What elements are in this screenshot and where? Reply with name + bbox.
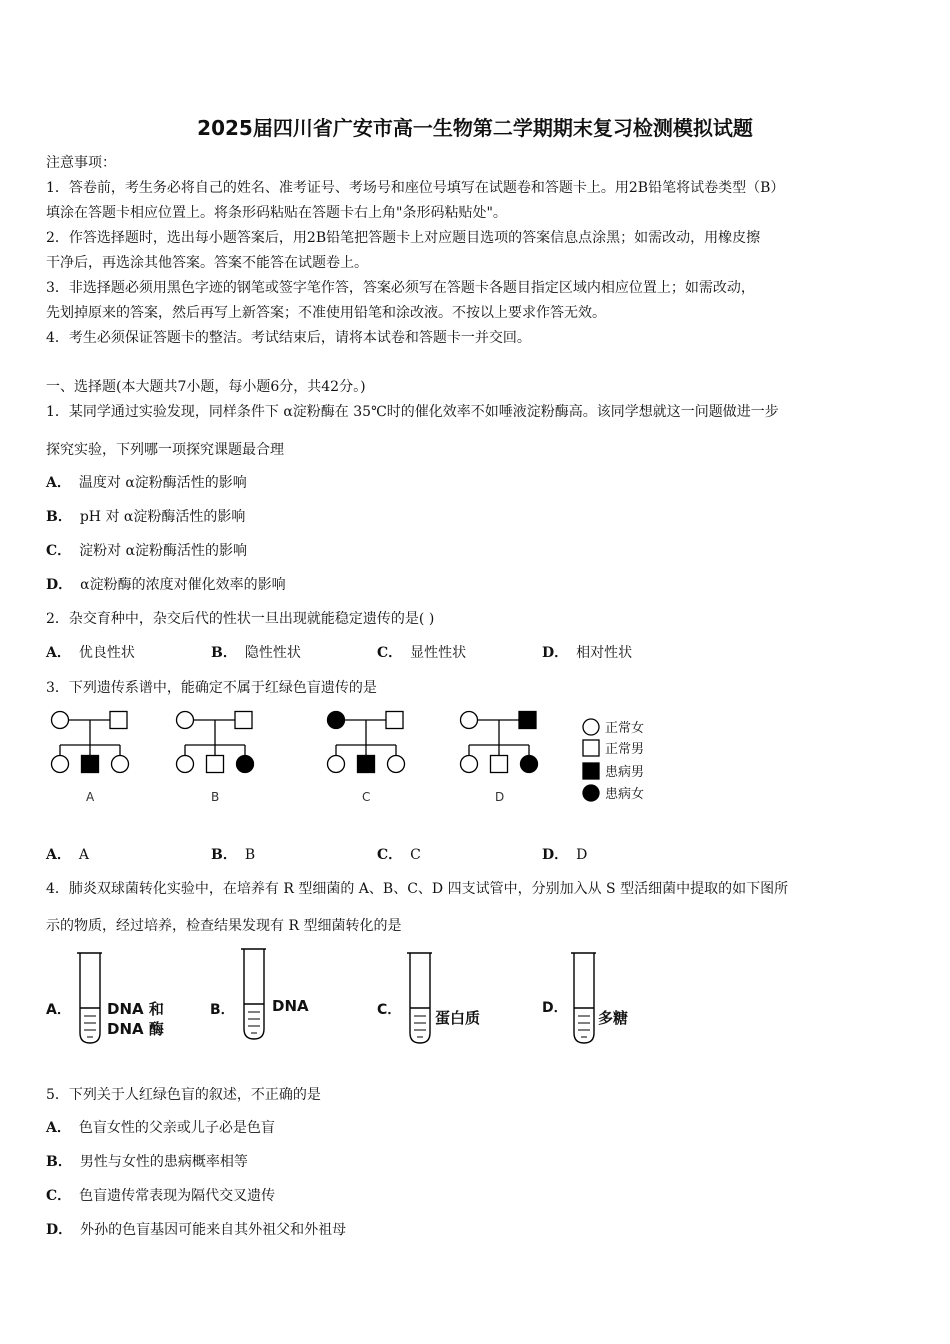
q2-option-d: D． 相对性状 <box>542 645 633 661</box>
notice-line: 3．非选择题必须用黑色字迹的钢笔或签字笔作答，答案必须写在答题卡各题目指定区域内相应位置上；如需改动， <box>46 280 755 296</box>
notice-line: 2．作答选择题时，选出每小题答案后，用2B铅笔把答题卡上对应题目选项的答案信息点涂黑；如需改动，用橡皮擦 <box>46 230 761 246</box>
q1-option-b: B． pH 对 α淀粉酶活性的影响 <box>46 509 246 525</box>
q5-option-d: D． 外孙的色盲基因可能来自其外祖父和外祖母 <box>46 1222 347 1238</box>
q1-option-a: A． 温度对 α淀粉酶活性的影响 <box>46 475 247 491</box>
tube-a-text-2: DNA 酶 <box>107 1020 164 1038</box>
notice-line: 1．答卷前，考生务必将自己的姓名、准考证号、考场号和座位号填写在试题卷和答题卡上。用2B铅笔将试卷类型（B） <box>46 180 785 196</box>
q3-option-a: A． A <box>46 847 89 863</box>
tube-b-label: B． <box>210 1002 235 1018</box>
question-3-stem: 3．下列遗传系谱中，能确定不属于红绿色盲遗传的是 <box>46 680 377 696</box>
test-tube-b <box>241 949 266 1039</box>
pedigree-c <box>328 712 405 773</box>
q5-option-b: B． 男性与女性的患病概率相等 <box>46 1154 248 1170</box>
pedigree-a <box>52 712 129 773</box>
q5-option-a: A． 色盲女性的父亲或儿子必是色盲 <box>46 1120 275 1136</box>
pedigree-b <box>177 712 254 773</box>
q3-option-b: B． B <box>211 847 256 863</box>
q2-option-a: A． 优良性状 <box>46 645 135 661</box>
legend-affected-female: 患病女 <box>605 787 645 802</box>
test-tube-c <box>407 953 432 1043</box>
tube-a-text: DNA 和 <box>107 1000 164 1018</box>
q3-option-d: D． D <box>542 847 588 863</box>
pedigree-figure <box>40 700 680 810</box>
notice-line: 先划掉原来的答案，然后再写上新答案；不准使用铅笔和涂改液。不按以上要求作答无效。 <box>46 305 606 321</box>
tube-a-label: A． <box>46 1002 71 1018</box>
tube-c-label: C． <box>377 1002 402 1018</box>
pedigree-label-c: C <box>362 790 371 804</box>
q5-option-c: C． 色盲遗传常表现为隔代交叉遗传 <box>46 1188 276 1204</box>
q2-option-c: C． 显性性状 <box>377 645 467 661</box>
notice-line: 填涂在答题卡相应位置上。将条形码粘贴在答题卡右上角"条形码粘贴处"。 <box>46 205 507 221</box>
tube-b-text: DNA <box>272 997 309 1015</box>
test-tube-figure <box>40 945 680 1050</box>
question-5-stem: 5．下列关于人红绿色盲的叙述，不正确的是 <box>46 1087 321 1103</box>
question-2-stem: 2．杂交育种中，杂交后代的性状一旦出现就能稳定遗传的是( ) <box>46 611 435 627</box>
tube-d-text: 多糖 <box>598 1009 629 1027</box>
test-tube-d <box>571 953 596 1043</box>
section-heading: 一、选择题(本大题共7小题，每小题6分，共42分。) <box>46 379 366 395</box>
q2-option-b: B． 隐性性状 <box>211 645 301 661</box>
pedigree-label-a: A <box>86 790 95 804</box>
page-title: 2025届四川省广安市高一生物第二学期期末复习检测模拟试题 <box>197 116 753 140</box>
tube-c-text: 蛋白质 <box>435 1009 481 1027</box>
legend-affected-male: 患病男 <box>605 765 645 780</box>
notice-line: 4．考生必须保证答题卡的整洁。考试结束后，请将本试卷和答题卡一并交回。 <box>46 330 531 346</box>
question-1-stem-cont: 探究实验，下列哪一项探究课题最合理 <box>46 442 284 458</box>
question-4-stem-cont: 示的物质，经过培养，检查结果发现有 R 型细菌转化的是 <box>46 918 402 934</box>
legend-normal-male: 正常男 <box>605 742 645 757</box>
q1-option-c: C． 淀粉对 α淀粉酶活性的影响 <box>46 543 248 559</box>
notice-line: 干净后，再选涂其他答案。答案不能答在试题卷上。 <box>46 255 368 271</box>
pedigree-d <box>461 712 538 773</box>
q3-option-c: C． C <box>377 847 421 863</box>
test-tube-a <box>77 953 102 1043</box>
pedigree-label-d: D <box>495 790 505 804</box>
question-1-stem: 1．某同学通过实验发现，同样条件下 α淀粉酶在 35℃时的催化效率不如唾液淀粉酶高。该同学想就这一问题做进一步 <box>46 404 779 420</box>
notice-heading: 注意事项： <box>46 155 116 171</box>
question-4-stem: 4．肺炎双球菌转化实验中，在培养有 R 型细菌的 A、B、C、D 四支试管中，分别加入从 S 型活细菌中提取的如下图所 <box>46 881 789 897</box>
tube-d-label: D． <box>542 1000 568 1016</box>
pedigree-label-b: B <box>211 790 220 804</box>
q1-option-d: D． α淀粉酶的浓度对催化效率的影响 <box>46 577 286 593</box>
legend-normal-female: 正常女 <box>605 721 645 736</box>
pedigree-legend <box>583 719 599 801</box>
